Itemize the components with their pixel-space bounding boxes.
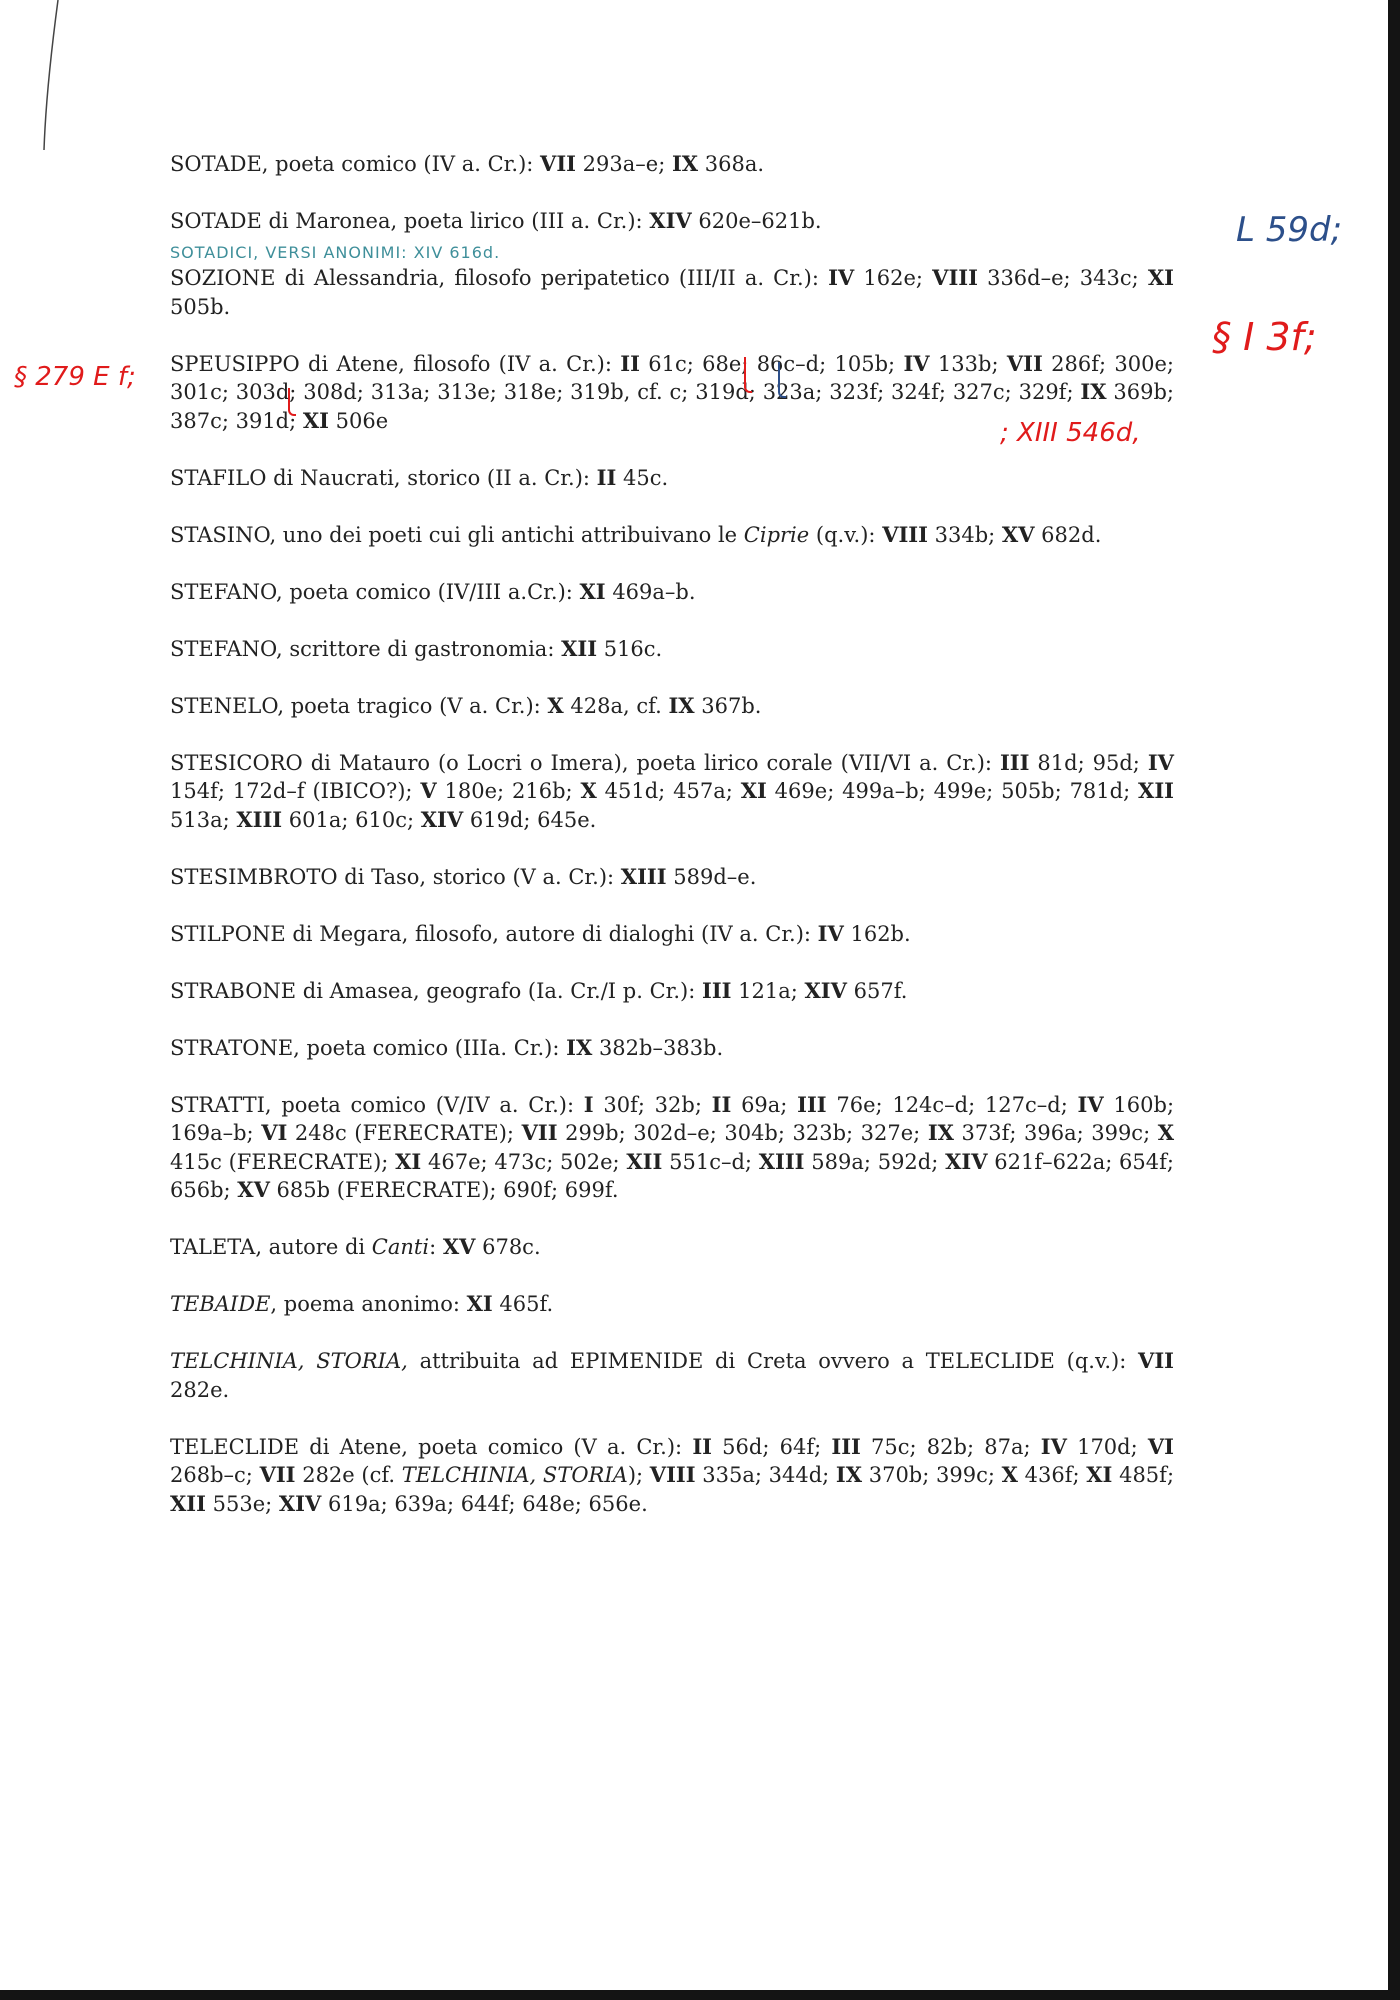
index-entry: STEFANO, scrittore di gastronomia: XII 516c.	[170, 635, 663, 661]
index-entry: SOTADE, poeta comico (IV a. Cr.): VII 293a–e; IX 368a.	[170, 151, 765, 176]
index-entry: SPEUSIPPO di Atene, filosofo (IV a. Cr.): II 61c; 68e; 86c–d; 105b; IV 133b; VII 286f; 300e; 301c; 303d; 308d; 313a; 313e; 318e; 319b, cf. c; 319d; 323a; 323f; 324f; 327c; 329f; IX 369b; 387c; 391d; XI 506e	[170, 350, 1174, 433]
scanner-edge-bottom	[0, 1990, 1400, 2000]
index-entries	[170, 150, 1174, 1547]
index-entry: STILPONE di Megara, filosofo, autore di dialoghi (IV a. Cr.): IV 162b.	[170, 920, 911, 946]
index-entry: TELECLIDE di Atene, poeta comico (V a. Cr.): II 56d; 64f; III 75c; 82b; 87a; IV 170d; VI 268b–c; VII 282e (cf. TELCHINIA, STORIA); VIII 335a; 344d; IX 370b; 399c; X 436f; XI 485f; XII 553e; XIV 619a; 639a; 644f; 648e; 656e.	[170, 1433, 1175, 1516]
index-entry: TALETA, autore di Canti: XV 678c.	[170, 1234, 541, 1259]
index-entry: STEFANO, poeta comico (IV/III a.Cr.): XI 469a–b.	[170, 578, 696, 604]
blue-insert-bracket	[778, 362, 786, 398]
index-entry: STAFILO di Naucrati, storico (II a. Cr.): II 45c.	[170, 464, 669, 490]
red-insert-bracket-vii	[288, 388, 296, 416]
index-entry: STRATTI, poeta comico (V/IV a. Cr.): I 30f; 32b; II 69a; III 76e; 124c–d; 127c–d; IV 160b; 169a–b; VI 248c (FERECRATE); VII 299b; 302d–e; 304b; 323b; 327e; IX 373f; 396a; 399c; X 415c (FERECRATE); XI 467e; 473c; 502e; XII 551c–d; XIII 589a; 592d; XIV 621f–622a; 654f; 656b; XV 685b (FERECRATE); 690f; 699f.	[170, 1091, 1175, 1202]
index-entry: STASINO, uno dei poeti cui gli antichi attribuivano le Ciprie (q.v.): VIII 334b; XV 682d.	[170, 521, 1102, 547]
index-entry: STENELO, poeta tragico (V a. Cr.): X 428a, cf. IX 367b.	[170, 692, 762, 718]
page-fold-line	[0, 0, 60, 260]
handwritten-note-red-left: § 279 E f;	[14, 362, 136, 392]
handwritten-note-speusippo: ; XIII 546d,	[1000, 418, 1141, 448]
index-entry: TEBAIDE, poema anonimo: XI 465f.	[170, 1291, 554, 1316]
scanner-edge-right	[1388, 0, 1400, 2000]
index-entry: STESICORO di Matauro (o Locri o Imera), poeta lirico corale (VII/VI a. Cr.): III 81d; 95d; IV 154f; 172d–f (IBICO?); V 180e; 216b; X 451d; 457a; XI 469e; 499a–b; 499e; 505b; 781d; XII 513a; XIII 601a; 610c; XIV 619d; 645e.	[170, 749, 1174, 832]
index-entry: STRABONE di Amasea, geografo (Ia. Cr./I p. Cr.): III 121a; XIV 657f.	[170, 977, 908, 1003]
index-entry: TELCHINIA, STORIA, attribuita ad EPIMENIDE di Creta ovvero a TELECLIDE (q.v.): VII 282e.	[170, 1348, 1174, 1402]
red-insert-bracket	[744, 357, 752, 393]
index-entry: SOZIONE di Alessandria, filosofo peripatetico (III/II a. Cr.): IV 162e; VIII 336d–e; 343c; XI 505b.	[170, 265, 1174, 319]
handwritten-note-blue-right: L 59d;	[1236, 210, 1343, 250]
handwritten-note-red-right: § I 3f;	[1212, 315, 1317, 359]
index-entry: STRATONE, poeta comico (IIIa. Cr.): IX 382b–383b.	[170, 1034, 724, 1060]
index-entry: STESIMBROTO di Taso, storico (V a. Cr.): XIII 589d–e.	[170, 863, 757, 889]
handwritten-note-sotadici: SOTADICI, VERSI ANONIMI: XIV 616d.	[170, 243, 501, 262]
index-entry: SOTADE di Maronea, poeta lirico (III a. Cr.): XIV 620e–621b.	[170, 208, 822, 233]
